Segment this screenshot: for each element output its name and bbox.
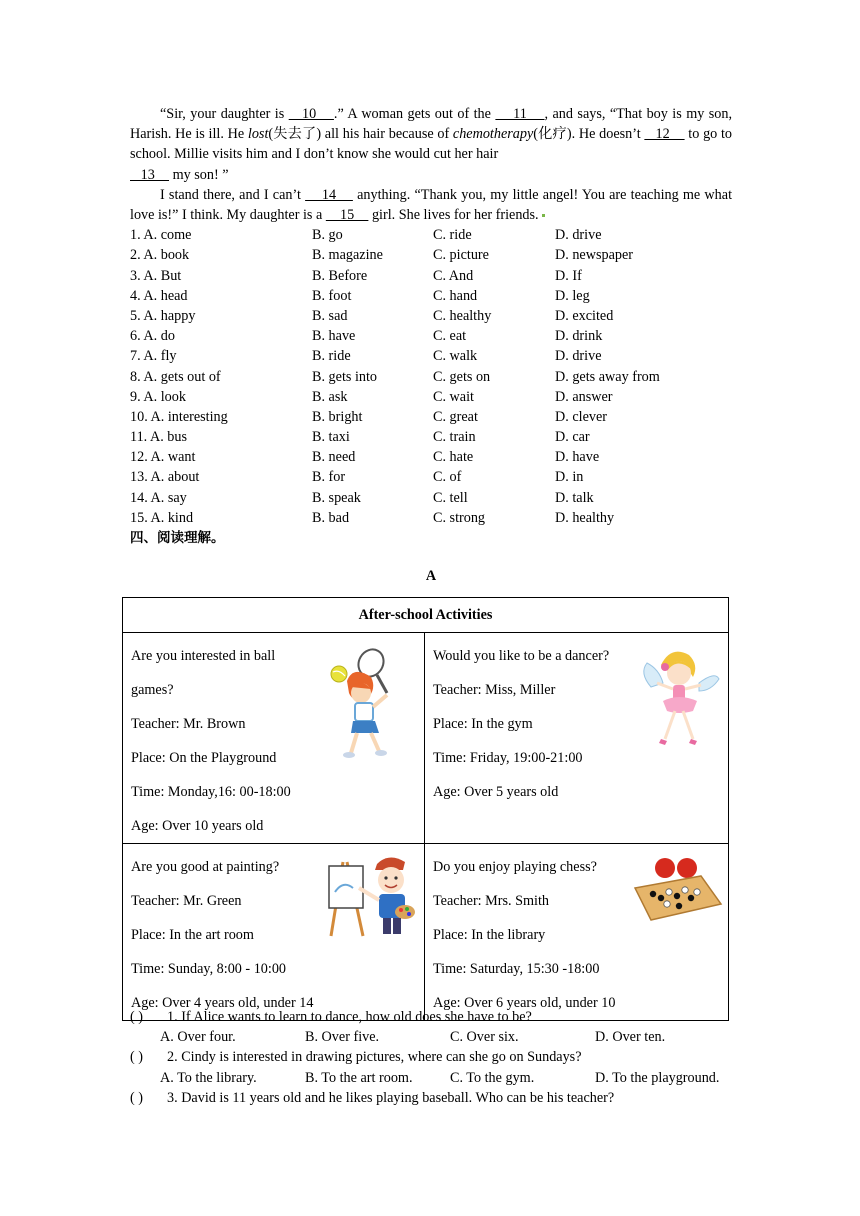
option-choice: B. need [312, 449, 356, 466]
mark-dot [542, 214, 545, 217]
question-text: 2. Cindy is interested in drawing pictures, where can she go on Sundays? [167, 1049, 582, 1066]
ball-place: Place: On the Playground [131, 750, 277, 766]
option-choice: B. gets into [312, 368, 378, 385]
option-choice: 13. A. about [130, 469, 200, 486]
cloze-paragraph-1 [130, 104, 732, 185]
option-choice: 7. A. fly [130, 348, 177, 365]
option-row [130, 387, 732, 407]
option-row [130, 306, 732, 326]
cloze-options [130, 225, 732, 528]
option-choice: B. ask [312, 388, 348, 405]
word-lost: lost [247, 126, 269, 143]
dance-teacher: Teacher: Miss, Miller [433, 682, 556, 698]
ball-time: Time: Monday,16: 00-18:00 [131, 784, 291, 800]
option-choice: D. drive [555, 348, 602, 365]
option-choice: D. clever [555, 408, 607, 425]
option-choice: 9. A. look [130, 388, 186, 405]
section-heading: 四、阅读理解。 [130, 530, 225, 547]
cloze-paragraph-2 [130, 185, 732, 225]
text: .” A woman gets out of the [333, 106, 496, 122]
paint-line-1: Are you good at painting? [131, 859, 280, 875]
option-choice: B. go [312, 227, 343, 244]
painter-boy-illustration [323, 852, 417, 940]
chess-place: Place: In the library [433, 927, 546, 943]
option-choice: D. healthy [555, 509, 615, 526]
option-choice: D. If [555, 267, 582, 284]
question [130, 1047, 740, 1067]
activity-dance [425, 633, 729, 844]
text: I stand there, and I can’t [160, 186, 306, 203]
activity-painting [123, 844, 425, 1021]
option-choice: 15. A. kind [130, 509, 194, 526]
option-choice: B. bright [312, 408, 363, 425]
option-row [130, 407, 732, 427]
question-text: 1. If Alice wants to learn to dance, how old does she have to be? [167, 1009, 532, 1025]
text: to go to school. Millie visits him and I don’t know she would cut her hair [130, 126, 733, 163]
option-choice: B. speak [312, 489, 361, 506]
option-choice: 14. A. say [130, 489, 187, 506]
option-choice: 10. A. interesting [130, 408, 228, 425]
activity-ball-games [123, 633, 425, 844]
option-row [130, 467, 732, 487]
option-choice: 1. A. come [130, 227, 192, 244]
text: my son! ” [169, 166, 229, 183]
option-row [130, 245, 732, 265]
answer-options [130, 1068, 740, 1088]
option-choice: C. picture [433, 247, 489, 264]
option-choice: D. car [555, 429, 590, 446]
option-choice: B. taxi [312, 429, 350, 446]
option-row [130, 367, 732, 387]
option-choice: 3. A. But [130, 267, 182, 284]
option-choice: B. magazine [312, 247, 383, 264]
answer-options [130, 1027, 740, 1047]
option-choice: 8. A. gets out of [130, 368, 221, 385]
option-choice: C. great [433, 408, 478, 425]
answer-choice[interactable]: B. Over five. [305, 1029, 380, 1046]
option-choice: B. have [312, 328, 356, 345]
dance-age: Age: Over 5 years old [433, 784, 559, 800]
chess-line-1: Do you enjoy playing chess? [433, 859, 597, 875]
word-chemotherapy: chemotherapy [452, 126, 534, 143]
text: “Sir, your daughter is [160, 106, 289, 122]
paint-age: Age: Over 4 years old, under 14 [131, 995, 314, 1011]
option-choice: 11. A. bus [130, 429, 188, 446]
option-choice: C. hate [433, 449, 474, 466]
option-choice: 12. A. want [130, 449, 196, 466]
blank-12: 12 [644, 126, 685, 143]
chess-teacher: Teacher: Mrs. Smith [433, 893, 550, 909]
text: (失去了) all his hair because of [268, 126, 453, 143]
option-row [130, 346, 732, 366]
option-choice: D. newspaper [555, 247, 634, 264]
option-choice: C. healthy [433, 307, 492, 324]
option-choice: D. gets away from [555, 368, 660, 385]
answer-choice[interactable]: D. To the playground. [595, 1069, 720, 1086]
paint-teacher: Teacher: Mr. Green [131, 893, 242, 909]
option-row [130, 427, 732, 447]
text: (化疗). He doesn’t [533, 126, 645, 143]
option-choice: 6. A. do [130, 328, 175, 345]
blank-15: 15 [325, 207, 369, 224]
blank-10: 10 [288, 106, 334, 122]
option-choice: C. ride [433, 227, 472, 244]
option-choice: C. walk [433, 348, 478, 365]
option-row [130, 326, 732, 346]
ball-teacher: Teacher: Mr. Brown [131, 716, 246, 732]
dance-place: Place: In the gym [433, 716, 533, 732]
option-choice: D. talk [555, 489, 594, 506]
option-choice: 2. A. book [130, 247, 190, 264]
option-choice: C. gets on [433, 368, 491, 385]
option-choice: 4. A. head [130, 287, 188, 304]
option-choice: D. drink [555, 328, 603, 345]
option-choice: B. bad [312, 509, 350, 526]
paint-place: Place: In the art room [131, 927, 254, 943]
table-title: After-school Activities [123, 598, 729, 633]
chess-time: Time: Saturday, 15:30 -18:00 [433, 961, 600, 977]
option-choice: 5. A. happy [130, 307, 196, 324]
page-content [130, 104, 732, 586]
dancer-girl-illustration [637, 643, 723, 753]
option-choice: B. for [312, 469, 346, 486]
option-choice: D. have [555, 449, 600, 466]
question [130, 1088, 740, 1108]
option-choice: C. of [433, 469, 462, 486]
dance-time: Time: Friday, 19:00-21:00 [433, 750, 583, 766]
option-choice: D. excited [555, 307, 614, 324]
option-choice: C. train [433, 429, 476, 446]
activities-table [122, 597, 729, 1021]
answer-bracket[interactable]: ( ) [130, 1009, 143, 1025]
answer-choice[interactable]: D. Over ten. [595, 1029, 666, 1046]
blank-11: 11 [495, 106, 545, 122]
option-choice: C. strong [433, 509, 486, 526]
chess-board-illustration [631, 854, 723, 922]
option-choice: D. drive [555, 227, 602, 244]
ball-line-1: Are you interested in ball [131, 648, 276, 664]
answer-bracket[interactable]: ( ) [130, 1089, 143, 1106]
answer-choice[interactable]: B. To the art room. [305, 1069, 413, 1086]
option-choice: B. ride [312, 348, 351, 365]
option-choice: B. foot [312, 287, 352, 304]
passage-letter: A [425, 568, 437, 585]
ball-line-2: games? [131, 682, 174, 698]
option-choice: D. leg [555, 287, 590, 304]
option-row [130, 488, 732, 508]
blank-14: 14 [305, 186, 353, 203]
option-row [130, 266, 732, 286]
option-row [130, 508, 732, 528]
option-choice: D. answer [555, 388, 613, 405]
ball-age: Age: Over 10 years old [131, 818, 264, 834]
dance-line-1: Would you like to be a dancer? [433, 648, 610, 664]
option-choice: B. Before [312, 267, 368, 284]
option-row [130, 225, 732, 245]
question-text: 3. David is 11 years old and he likes playing baseball. Who can be his teacher? [167, 1089, 615, 1106]
answer-choice[interactable]: C. To the gym. [450, 1069, 535, 1086]
option-choice: C. eat [433, 328, 467, 345]
option-choice: C. wait [433, 388, 474, 405]
text: girl. She lives for her friends. [368, 207, 539, 224]
question [130, 1007, 740, 1027]
chess-age: Age: Over 6 years old, under 10 [433, 995, 616, 1011]
answer-choice[interactable]: C. Over six. [450, 1029, 519, 1046]
answer-bracket[interactable]: ( ) [130, 1049, 143, 1066]
option-choice: D. in [555, 469, 584, 486]
tennis-girl-illustration [327, 647, 417, 765]
option-row [130, 447, 732, 467]
option-choice: C. tell [433, 489, 468, 506]
option-choice: B. sad [312, 307, 348, 324]
questions-list [130, 1007, 740, 1108]
option-row [130, 286, 732, 306]
paint-time: Time: Sunday, 8:00 - 10:00 [131, 961, 287, 977]
activity-chess [425, 844, 729, 1021]
option-choice: C. And [433, 267, 474, 284]
answer-choice[interactable]: A. Over four. [160, 1029, 236, 1046]
option-choice: C. hand [433, 287, 478, 304]
blank-13: 13 [130, 166, 170, 183]
text: anything. “Thank you, my little angel! You are teaching me what love is!” I think. My daughter is a [130, 186, 733, 224]
text: , and says, “That boy is my son, Harish. He is ill. He [130, 106, 733, 143]
answer-choice[interactable]: A. To the library. [160, 1069, 257, 1086]
